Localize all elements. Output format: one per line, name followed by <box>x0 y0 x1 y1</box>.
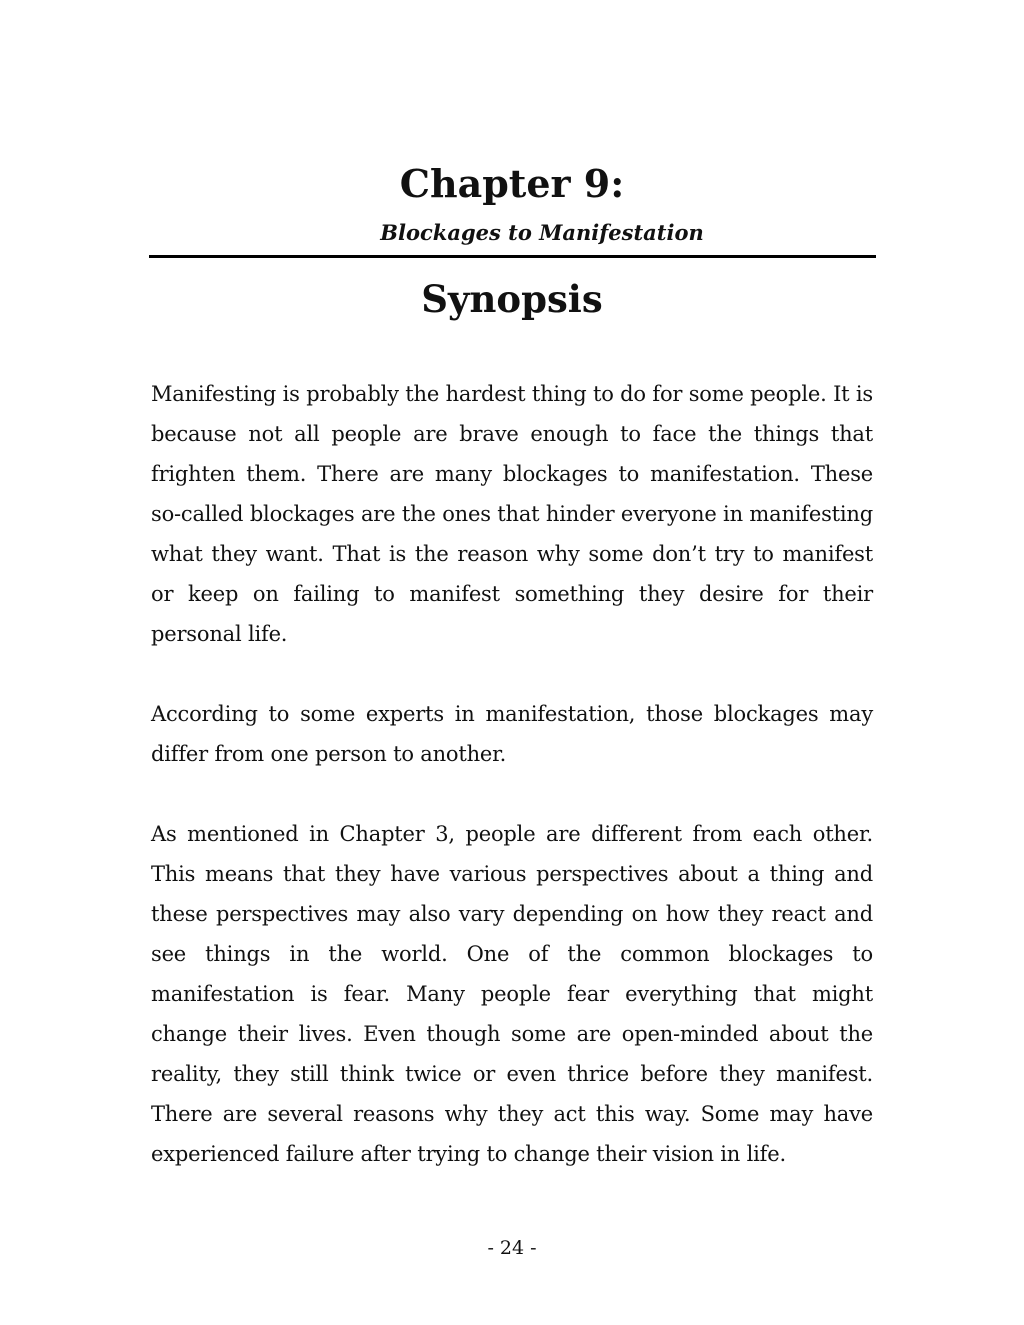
section-title: Synopsis <box>421 277 603 321</box>
chapter-subtitle: Blockages to Manifestation <box>380 220 704 245</box>
paragraph-1: Manifesting is probably the hardest thing to do for some people. It is because not all people are brave enough to face the things that frighten them. There are many blockages to manifestation. These so-called blockages are the ones that hinder everyone in manifesting what they want. That is the reason why some don’t try to manifest or keep on failing to manifest something they desire for their personal life. <box>151 382 873 646</box>
header-divider <box>149 255 876 258</box>
paragraph-2: According to some experts in manifestation, those blockages may differ from one person to another. <box>151 702 873 766</box>
paragraph-3: As mentioned in Chapter 3, people are different from each other. This means that they have various perspectives about a thing and these perspectives may also vary depending on how they react and see things in the world. One of the common blockages to manifestation is fear. Many people fear everything that might change their lives. Even though some are open-minded about the reality, they still think twice or even thrice before they manifest. There are several reasons why they act this way. Some may have experienced failure after trying to change their vision in life. <box>151 822 873 1166</box>
page-number: - 24 - <box>487 1237 537 1259</box>
body-text <box>151 374 873 1214</box>
chapter-title: Chapter 9: <box>399 161 625 206</box>
